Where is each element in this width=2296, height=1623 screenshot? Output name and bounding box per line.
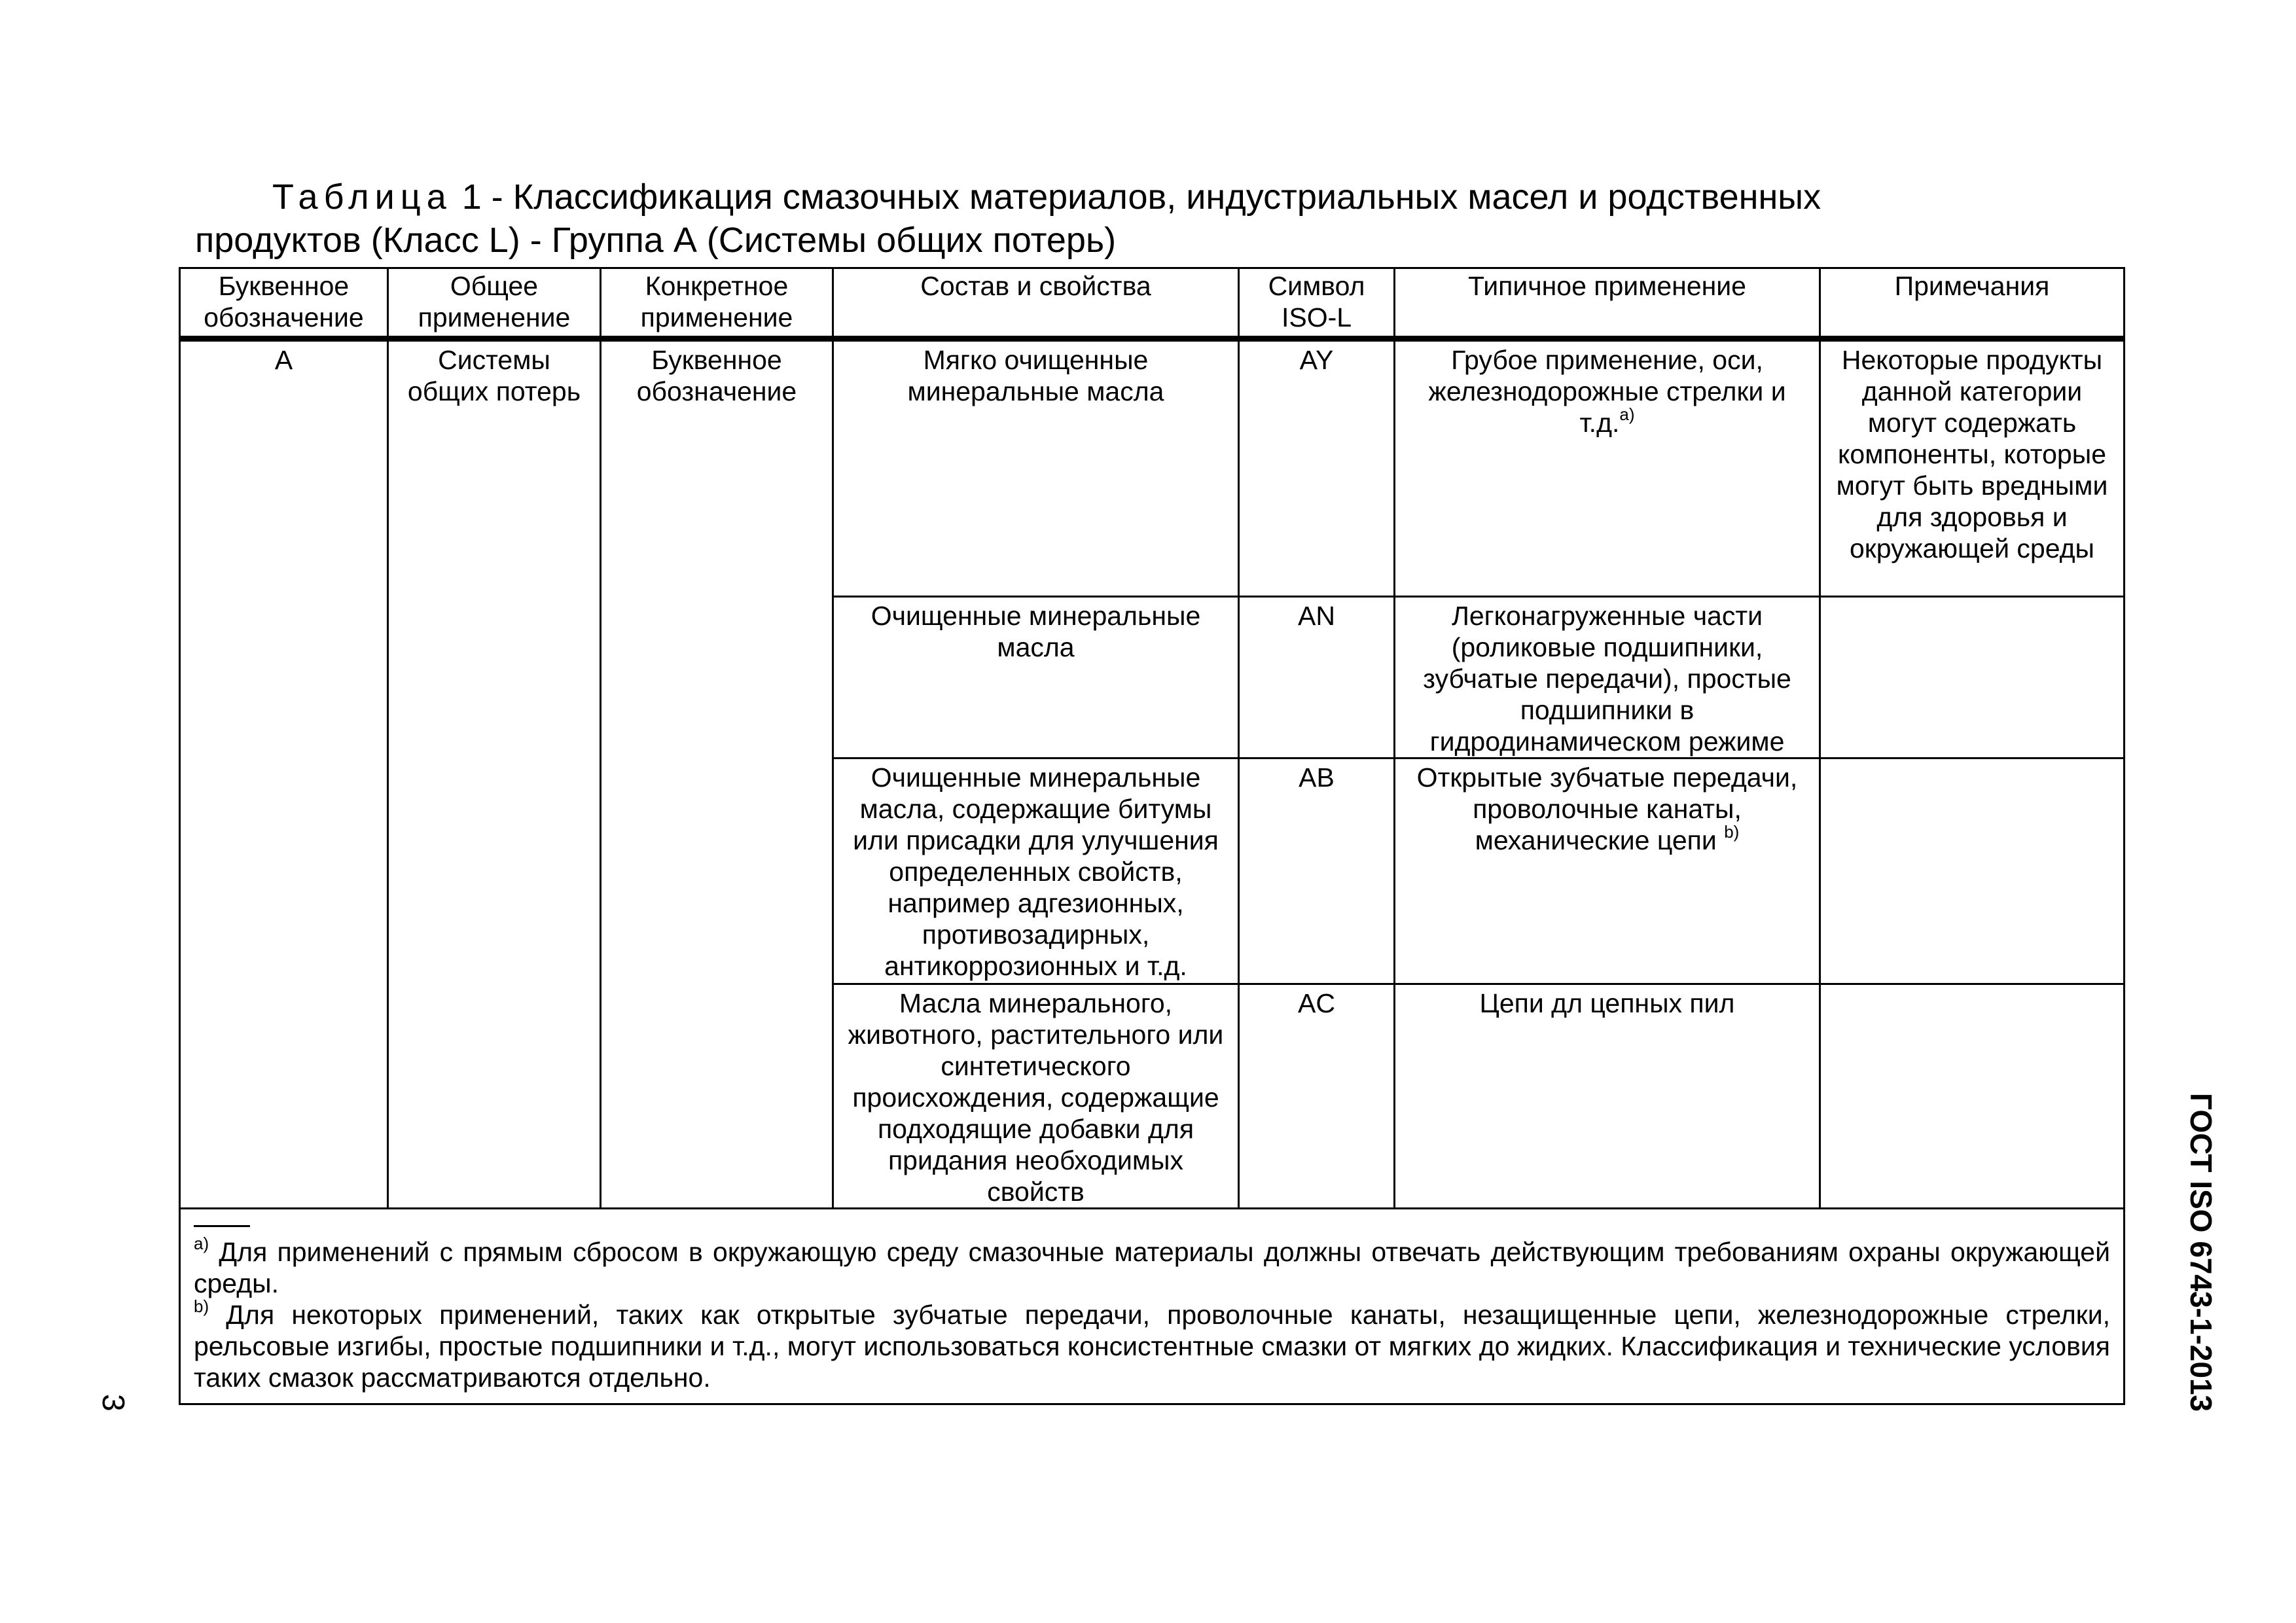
- cell-application: [1395, 984, 1820, 1209]
- cell-general: Системы общих потерь: [388, 339, 601, 1209]
- cell-application: [1395, 597, 1820, 758]
- cell-application: [1395, 758, 1820, 984]
- application-text: Грубое применение, оси, железнодорожные стрелки и т.д.: [1428, 345, 1786, 438]
- footnote-text: Для применений с прямым сбросом в окружающую среду смазочные материалы должны отвечать действующим требованиям охраны окружающей среды.: [194, 1237, 2110, 1298]
- footnote-separator: [194, 1225, 250, 1227]
- cell-notes: Некоторые продукты данной категории могут содержать компоненты, которые могут быть вредными для здоровья и окружающей среды: [1820, 339, 2125, 597]
- header-row: [180, 268, 2125, 339]
- header-symbol: Символ ISO-L: [1239, 268, 1395, 339]
- cell-symbol: AY: [1239, 339, 1395, 597]
- application-text: Открытые зубчатые передачи, проволочные канаты, механические цепи: [1416, 762, 1798, 855]
- footnotes-row: [180, 1209, 2125, 1404]
- header-specific: Конкретное применение: [601, 268, 833, 339]
- caption-prefix: Таблица: [272, 177, 452, 217]
- cell-composition: Очищенные минеральные масла: [833, 597, 1239, 758]
- header-letter: Буквенное обозначение: [180, 268, 388, 339]
- caption-line1: 1 - Классификация смазочных материалов, индустриальных масел и родственных: [452, 177, 1821, 217]
- page-number: 3: [96, 1394, 130, 1412]
- cell-letter: А: [180, 339, 388, 1209]
- caption-line2: продуктов (Класс L) - Группа А (Системы общих потерь): [195, 221, 1117, 260]
- cell-symbol: AN: [1239, 597, 1395, 758]
- cell-composition: Мягко очищенные минеральные масла: [833, 339, 1239, 597]
- header-general: Общее применение: [388, 268, 601, 339]
- application-text: Легконагруженные части (роликовые подшипники, зубчатые передачи), простые подшипники в гидродинамическом режиме: [1423, 601, 1791, 757]
- table-row: [180, 339, 2125, 597]
- cell-composition: Масла минерального, животного, растительного или синтетического происхождения, содержащие подходящие добавки для придания необходимых свойств: [833, 984, 1239, 1209]
- footnote-ref: b): [1724, 822, 1740, 842]
- cell-composition: Очищенные минеральные масла, содержащие битумы или присадки для улучшения определенных свойств, например адгезионных, противозадирных, антикоррозионных и т.д.: [833, 758, 1239, 984]
- cell-symbol: AC: [1239, 984, 1395, 1209]
- footnote-text: Для некоторых применений, таких как открытые зубчатые передачи, проволочные канаты, незащищенные цепи, железнодорожные стрелки, рельсовые изгибы, простые подшипники и т.д., могут использоваться консистентные смазки от мягких до жидких. Классификация и технические условия таких смазок рассматриваются отдельно.: [194, 1300, 2110, 1393]
- cell-symbol: AB: [1239, 758, 1395, 984]
- cell-notes-empty: [1820, 758, 2125, 984]
- cell-specific: Буквенное обозначение: [601, 339, 833, 1209]
- table-caption: [195, 175, 2132, 262]
- cell-notes-empty: [1820, 597, 2125, 758]
- application-text: Цепи дл цепных пил: [1479, 988, 1735, 1018]
- footnote-mark: b): [194, 1296, 209, 1316]
- footnote-b: [194, 1296, 2110, 1393]
- cell-notes-empty: [1820, 984, 2125, 1209]
- header-notes: Примечания: [1820, 268, 2125, 339]
- footnote-a: [194, 1236, 2110, 1299]
- classification-table: [179, 267, 2125, 1405]
- header-application: Типичное применение: [1395, 268, 1820, 339]
- footnote-mark: a): [194, 1234, 209, 1253]
- footnote-ref: a): [1619, 404, 1635, 424]
- footnotes-cell: [180, 1209, 2125, 1404]
- standard-id-label: ГОСТ ISO 6743-1-2013: [2184, 1093, 2218, 1412]
- header-composition: Состав и свойства: [833, 268, 1239, 339]
- cell-application: [1395, 339, 1820, 597]
